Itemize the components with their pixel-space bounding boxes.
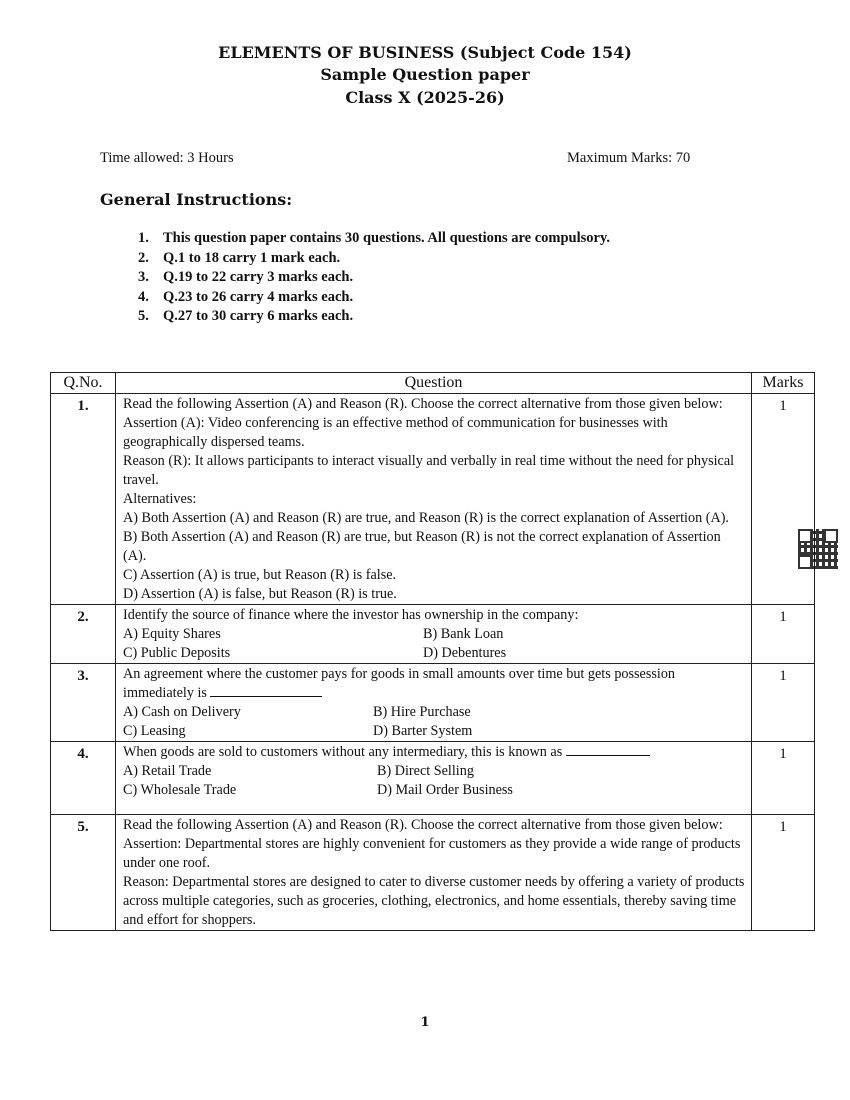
paper-subtitle: Sample Question paper [320, 65, 530, 84]
option: D) Debentures [423, 645, 507, 661]
option: A) Retail Trade [123, 763, 212, 779]
option: C) Leasing [123, 723, 186, 739]
option: B) Direct Selling [377, 763, 474, 779]
marks-value: 1 [752, 664, 815, 742]
question-number: 5. [51, 815, 116, 931]
answer-blank [566, 743, 650, 756]
instruction-item: 4. Q.23 to 26 carry 4 marks each. [138, 288, 354, 305]
marks-header: Marks [752, 373, 815, 394]
option: D) Barter System [373, 723, 473, 739]
instruction-item: 2. Q.1 to 18 carry 1 mark each. [138, 249, 341, 266]
qno-header: Q.No. [51, 373, 116, 394]
instruction-item: 3. Q.19 to 22 carry 3 marks each. [138, 269, 354, 286]
question-text: Identify the source of finance where the investor has ownership in the company: A) Equity Shares B) Bank Loan C) Public Deposits D) Debentures [116, 605, 752, 664]
marks-value: 1 [752, 605, 815, 664]
qr-code-icon [798, 529, 838, 569]
paper-title: ELEMENTS OF BUSINESS (Subject Code 154) [218, 43, 632, 62]
option: B) Both Assertion (A) and Reason (R) are true, but Reason (R) is not the correct explanation of Assertion (A). [123, 529, 721, 564]
option: D) Assertion (A) is false, but Reason (R) is true. [123, 586, 397, 602]
question-number: 2. [51, 605, 116, 664]
option: C) Assertion (A) is true, but Reason (R) is false. [123, 567, 397, 583]
question-table [50, 372, 815, 931]
question-number: 3. [51, 664, 116, 742]
question-text: When goods are sold to customers without any intermediary, this is known as A) Retail Trade B) Direct Selling C) Wholesale Trade D) Mail Order Business [116, 742, 752, 815]
class-year: Class X (2025-26) [345, 88, 505, 107]
option: A) Cash on Delivery [123, 704, 241, 720]
question-number: 4. [51, 742, 116, 815]
option: C) Public Deposits [123, 645, 231, 661]
question-row-3 [51, 664, 815, 742]
question-header: Question [116, 373, 752, 394]
table-header-row [51, 373, 815, 394]
question-text: Read the following Assertion (A) and Reason (R). Choose the correct alternative from those given below: Assertion: Departmental stores are highly convenient for customers as they provide a wide range of products under one roof. Reason: Departmental stores are designed to cater to diverse customer needs by offering a variety of products across multiple categories, such as groceries, clothing, electronics, and home essentials, thereby saving time and effort for shoppers. [116, 815, 752, 931]
option: C) Wholesale Trade [123, 782, 237, 798]
option: A) Equity Shares [123, 626, 221, 642]
maximum-marks: Maximum Marks: 70 [567, 150, 691, 166]
question-number: 1. [51, 394, 116, 605]
general-instructions-heading: General Instructions: [100, 190, 293, 209]
question-row-5 [51, 815, 815, 931]
option: D) Mail Order Business [377, 782, 513, 798]
instruction-item: 5. Q.27 to 30 carry 6 marks each. [138, 308, 354, 325]
instruction-item: 1. This question paper contains 30 questions. All questions are compulsory. [138, 230, 611, 246]
question-text: Read the following Assertion (A) and Reason (R). Choose the correct alternative from those given below: Assertion (A): Video conferencing is an effective method of communication for businesses with geographically dispersed teams. Reason (R): It allows participants to interact visually and verbally in real time without the need for physical travel. Alternatives: A) Both Assertion (A) and Reason (R) are true, and Reason (R) is the correct explanation of Assertion (A). B) Both Assertion (A) and Reason (R) are true, but Reason (R) is not the correct explanation of Assertion (A). C) Assertion (A) is true, but Reason (R) is false. D) Assertion (A) is false, but Reason (R) is true. [116, 394, 752, 605]
instruction-list [138, 230, 610, 328]
question-row-2 [51, 605, 815, 664]
option: B) Bank Loan [423, 626, 504, 642]
page-number: 1 [420, 1015, 430, 1030]
time-allowed: Time allowed: 3 Hours [100, 150, 234, 166]
question-row-1 [51, 394, 815, 605]
answer-blank [210, 684, 322, 697]
option: B) Hire Purchase [373, 704, 471, 720]
marks-value: 1 [752, 394, 815, 605]
option: A) Both Assertion (A) and Reason (R) are true, and Reason (R) is the correct explanation of Assertion (A). [123, 510, 729, 526]
marks-value: 1 [752, 815, 815, 931]
marks-value: 1 [752, 742, 815, 815]
question-row-4 [51, 742, 815, 815]
question-text: An agreement where the customer pays for goods in small amounts over time but gets possession immediately is A) Cash on Delivery B) Hire Purchase C) Leasing D) Barter System [116, 664, 752, 742]
